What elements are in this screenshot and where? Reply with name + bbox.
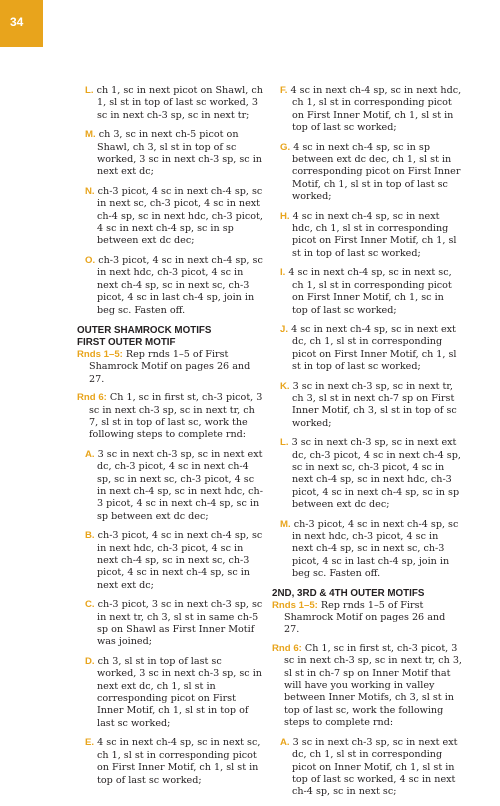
step-label: I. [280,267,286,279]
pattern-step [280,211,462,261]
step-text: 3 sc in next ch-3 sp, sc in next tr, ch 3, sl st in next ch-7 sp on First Inner Motif, ch 3, sl st in top of sc worked; [289,380,457,429]
pattern-step [280,142,462,204]
step-label: N. [85,185,95,197]
step-label: M. [85,129,96,141]
rnd-6-instruction [77,392,263,442]
pattern-step [85,85,263,122]
step-label: K. [280,380,290,392]
step-text: 4 sc in next ch-4 sp, sc in next ext dc, ch 1, sl st in corresponding picot on First Inner Motif, ch 1, sl st in top of last sc worked; [288,323,457,373]
left-column [77,85,263,794]
pattern-step [85,656,263,730]
step-label: G. [280,141,291,153]
right-column [272,85,462,806]
step-text: ch-3 picot, 4 sc in next ch-4 sp, sc in next hdc, ch-3 picot, 4 sc in next ch-4 sp, sc in next sc, ch-3 picot, 4 sc in last ch-4 sp, join in beg sc. Fasten off. [95,254,263,316]
step-text: 4 sc in next ch-4 sp, sc in next hdc, ch 1, sl st in corresponding picot on First Inner Motif, ch 1, sl st in top of last sc worked; [289,210,457,259]
page-number-tab [0,0,43,47]
pattern-step [280,381,462,431]
pattern-step [280,519,462,581]
step-label: B. [85,530,95,542]
pattern-step [85,129,263,179]
step-label: C. [85,599,95,611]
step-text: ch 1, sc in next picot on Shawl, ch 1, sl st in top of last sc worked, 3 sc in next ch-3 sp, sc in next tr; [93,85,263,121]
step-label: D. [85,655,95,667]
pattern-step [280,324,462,374]
step-text: 4 sc in next ch-4 sp, sc in next sc, ch 1, sl st in corresponding picot on First Inner Motif, ch 1, sl st in top of last sc worked; [94,737,261,786]
right-steps-top [272,85,462,581]
heading-outer-motifs-2-3-4: 2ND, 3RD & 4TH OUTER MOTIFS [272,587,425,599]
pattern-step [85,186,263,248]
step-text: ch 3, sc in next ch-5 picot on Shawl, ch 3, sl st in top of sc worked, 3 sc in next ch-3 sp, sc in next ext dc; [95,129,262,178]
rnds-1-5-instruction-right [272,600,462,637]
heading-first-outer-motif: FIRST OUTER MOTIF [77,336,176,348]
rnds-label: Rnds 1–5: [77,348,123,360]
page-number: 34 [10,15,24,29]
step-label: A. [280,736,290,748]
pattern-step [85,599,263,649]
step-text: 3 sc in next ch-3 sp, sc in next ext dc, ch-3 picot, 4 sc in next ch-4 sp, sc in next sc, ch-3 picot, 4 sc in next ch-4 sp, sc in next hdc, ch-3 picot, 4 sc in next ch-4 sp, sc in sp between ext dc dec; [94,448,263,522]
step-text: 4 sc in next ch-4 sp, sc in sp between ext dc dec, ch 1, sl st in corresponding picot on First Inner Motif, ch 1, sl st in top of last sc worked; [290,141,461,203]
pattern-step [280,437,462,511]
rnds-label-right: Rnds 1–5: [272,599,318,611]
step-text: ch 3, sl st in top of last sc worked, 3 sc in next ch-3 sp, sc in next ext dc, ch 1, sl st in corresponding picot on First Inner Motif, ch 1, sl st in top of last sc worked; [94,655,262,729]
step-label: A. [85,448,95,460]
heading-outer-shamrock-motifs: OUTER SHAMROCK MOTIFS [77,324,212,336]
left-steps-top [77,85,263,317]
step-text: ch-3 picot, 4 sc in next ch-4 sp, sc in next sc, ch-3 picot, 4 sc in next ch-4 sp, sc in next hdc, ch-3 picot, 4 sc in next ch-4 sp, sc in sp between ext dc dec; [94,185,263,247]
pattern-step [280,267,462,317]
pattern-step [280,737,462,799]
pattern-step [85,449,263,523]
step-text: 3 sc in next ch-3 sp, sc in next ext dc, ch 1, sl st in corresponding picot on Inner Motif, ch 1, sl st in top of last sc worked, 4 sc in next ch-4 sp, sc in next sc; [289,736,458,798]
rnd6-label-right: Rnd 6: [272,642,302,654]
step-label: O. [85,254,96,266]
rnd6-label: Rnd 6: [77,392,107,404]
step-text: ch-3 picot, 3 sc in next ch-3 sp, sc in next tr, ch 3, sl st in same ch-5 sp on Shawl as First Inner Motif was joined; [94,599,263,648]
step-label: F. [280,85,288,96]
pattern-step [280,85,462,135]
rnd6-text: Ch 1, sc in first st, ch-3 picot, 3 sc in next ch-3 sp, sc in next tr, ch 7, sl st in top of last sc, work the following steps to complete rnd: [89,392,263,441]
pattern-step [85,737,263,787]
step-text: 4 sc in next ch-4 sp, sc in next hdc, ch 1, sl st in corresponding picot on First Inner Motif, ch 1, sl st in top of last sc worked; [287,85,462,134]
right-steps-bottom [272,737,462,799]
step-label: L. [280,437,289,449]
rnd6-text-right: Ch 1, sc in first st, ch-3 picot, 3 sc in next ch-3 sp, sc in next tr, ch 3, sl st in ch-7 sp on Inner Motif that will have you working in valley between Inner Motifs, ch 3, sl st in top of last sc, work the following steps to complete rnd: [284,642,462,729]
step-text: 4 sc in next ch-4 sp, sc in next sc, ch 1, sl st in corresponding picot on First Inner Motif, ch 1, sc in top of last sc worked; [285,267,452,316]
step-text: ch-3 picot, 4 sc in next ch-4 sp, sc in next hdc, ch-3 picot, 4 sc in next ch-4 sp, sc in next sc, ch-3 picot, 4 sc in next ch-4 sp, sc in next ext dc; [94,530,263,591]
rnds-text-right: Rep rnds 1–5 of First Shamrock Motif on pages 26 and 27. [284,599,446,636]
left-steps-bottom [77,449,263,787]
rnds-text: Rep rnds 1–5 of First Shamrock Motif on pages 26 and 27. [89,348,251,385]
step-text: 3 sc in next ch-3 sp, sc in next ext dc, ch-3 picot, 4 sc in next ch-4 sp, sc in next sc, ch-3 picot, 4 sc in next ch-4 sp, sc in next hdc, ch-3 picot, 4 sc in next ch-4 sp, sc in sp between ext dc dec; [288,437,461,511]
rnds-1-5-instruction [77,349,263,386]
rnd-6-instruction-right [272,643,462,730]
step-label: J. [280,323,289,335]
step-label: H. [280,210,290,222]
step-label: E. [85,737,95,749]
step-label: L. [85,85,94,96]
pattern-step [85,530,263,592]
pattern-step [85,255,263,317]
step-text: ch-3 picot, 4 sc in next ch-4 sp, sc in next hdc, ch-3 picot, 4 sc in next ch-4 sp, sc in next sc, ch-3 picot, 4 sc in last ch-4 sp, join in beg sc. Fasten off. [290,518,459,580]
step-label: M. [280,518,291,530]
